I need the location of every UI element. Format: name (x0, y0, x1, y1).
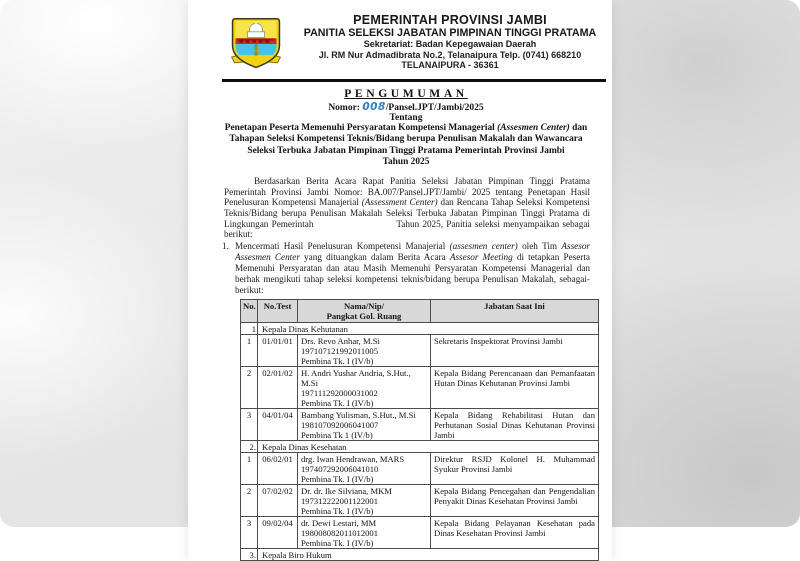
letterhead (188, 0, 612, 75)
table-header-row (241, 300, 599, 323)
cell-name: Bambang Yulisman, S.Hut., M.Si 198107092006041007 Pembina Tk 1 (IV/b) (298, 409, 431, 441)
section-number: 3. (241, 549, 258, 561)
table-row (241, 409, 599, 441)
cell-no-test: 02/01/02 (258, 367, 298, 409)
table-row (241, 367, 599, 409)
announcement-heading (222, 87, 590, 169)
number-rest: /Pansel.JPT/Jambi/2025 (385, 102, 484, 113)
section-title: Kepala Biro Hukum (258, 549, 599, 561)
cell-position: Kepala Bidang Perencanaan dan Pemanfaatan Hutan Dinas Kehutanan Provinsi Jambi (431, 367, 599, 409)
cell-position: Direktur RSJD Kolonel H. Muhammad Syukur Provinsi Jambi (431, 453, 599, 485)
opening-paragraph: Berdasarkan Berita Acara Rapat Panitia Seleksi Jabatan Pimpinan Tinggi Pratama Pemerintah Provinsi Jambi Nomor: BA.007/Pansel.JPT/Jambi/ 2025 tentang Penetapan Hasil Penelusuran Kompetensi Manajerial (Assessment Center) dan Rencana Tahap Seleksi Kompetensi Teknis/Bidang berupa Penulisan Makalah Seleksi Terbuka Jabatan Pimpinan Tinggi Pratama di Lingkungan Pemerintah Tahun 2025, Panitia seleksi menyampaikan sebagai berikut: (224, 175, 590, 240)
cell-no: 2 (241, 367, 258, 409)
number-label: Nomor: (328, 102, 363, 113)
jambi-crest-logo (226, 14, 286, 74)
section-title: Kepala Dinas Kesehatan (258, 441, 599, 453)
table-row (241, 335, 599, 367)
section-number: 1 (241, 323, 258, 335)
cell-no-test: 06/02/01 (258, 453, 298, 485)
cell-position: Kepala Bidang Rehabilitasi Hutan dan Perhutanan Sosial Dinas Kehutanan Provinsi Jambi (431, 409, 599, 441)
header-divider (222, 79, 606, 82)
subject-line: Tahun 2025 (382, 157, 430, 168)
cell-position: Kepala Bidang Pelayanan Kesehatan pada Dinas Kesehatan Provinsi Jambi (431, 517, 599, 549)
section-number: 2. (241, 441, 258, 453)
results-table-body (241, 323, 599, 561)
cell-no-test: 04/01/04 (258, 409, 298, 441)
list-item-text: Mencermati Hasil Penelusuran Kompetensi Manajerial (assesmen center) oleh Tim Assesor Assesmen Center yang dituangkan dalam Berita Acara Assesor Meeting di tetapkan Peserta Memenuhi Persyaratan dan atau Masih Memenuhi Persyaratan Kompetensi Managerial dan berhak mengikuti tahap seleksi kompetensi teknis/bidang berupa Penulisan Makalah, sebagai-berikut: (235, 241, 591, 296)
subject-line: Tahapan Seleksi Kompetensi Teknis/Bidang berupa Penulisan Makalah dan Wawancara (229, 134, 583, 145)
participants-table-header (241, 300, 599, 323)
participants-table (240, 299, 599, 561)
table-row (241, 453, 599, 485)
cell-no: 2 (241, 485, 258, 517)
cell-name: dr. Dewi Lestari, MM 198008082011012001 Pembina Tk. I (IV/b) (298, 517, 431, 549)
committee-name: PANITIA SELEKSI JABATAN PIMPINAN TINGGI PRATAMA (303, 27, 597, 39)
section-row (241, 441, 599, 453)
list-item-number: 1. (222, 241, 229, 252)
announcement-number (222, 101, 590, 113)
cell-name: H. Andri Yushar Andria, S.Hut., M.Si 197111292000031002 Pembina Tk. I (IV/b) (298, 367, 431, 409)
address-line: Jl. RM Nur Admadibrata No.2, Telanaipura Telp. (0741) 668210 (318, 49, 582, 60)
cell-name: drg. Iwan Hendrawan, MARS 197407292006041010 Pembina Tk. I (IV/b) (298, 453, 431, 485)
cell-name: Dr. dr. Ike Silviana, MKM 197312222001122001 Pembina Tk. I (IV/b) (298, 485, 431, 517)
cell-no-test: 01/01/01 (258, 335, 298, 367)
announcement-subject (222, 123, 590, 169)
subject-line: Penetapan Peserta Memenuhi Persyaratan Kompetensi Managerial (Assesmen Center) dan (224, 122, 588, 133)
column-header: Jabatan Saat Ini (431, 300, 599, 323)
column-header: Nama/Nip/ Pangkat Gol. Ruang (298, 300, 431, 323)
city-postal-line: TELANAIPURA - 36361 (401, 60, 499, 70)
cell-position: Sekretaris Inspektorat Provinsi Jambi (431, 335, 599, 367)
table-row (241, 517, 599, 549)
org-name: PEMERINTAH PROVINSI JAMBI (353, 13, 547, 27)
cell-no: 3 (241, 409, 258, 441)
cell-no-test: 07/02/02 (258, 485, 298, 517)
cell-name: Drs. Revo Anhar, M.Si 197107121992011005 Pembina Tk. I (IV/b) (298, 335, 431, 367)
handwritten-number: 008 (362, 100, 386, 113)
announcement-title: PENGUMUMAN (344, 86, 468, 100)
cell-no: 1 (241, 453, 258, 485)
cell-no: 3 (241, 517, 258, 549)
table-row (241, 485, 599, 517)
section-row (241, 549, 599, 561)
cell-no-test: 09/02/04 (258, 517, 298, 549)
section-row (241, 323, 599, 335)
list-item-1 (222, 241, 590, 296)
column-header: No.Test (258, 300, 298, 323)
section-title: Kepala Dinas Kehutanan (258, 323, 599, 335)
document-page (188, 0, 612, 561)
secretariat-line: Sekretariat: Badan Kepegawaian Daerah (363, 39, 537, 49)
subject-line: Seleksi Terbuka Jabatan Pimpinan Tinggi Pratama Pemerintah Provinsi Jambi (247, 145, 565, 156)
letterhead-text (300, 13, 600, 71)
column-header: No. (241, 300, 258, 323)
cell-no: 1 (241, 335, 258, 367)
about-label: Tentang (389, 112, 423, 123)
cell-position: Kepala Bidang Pencegahan dan Pengendalian Penyakit Dinas Kesehatan Provinsi Jambi (431, 485, 599, 517)
